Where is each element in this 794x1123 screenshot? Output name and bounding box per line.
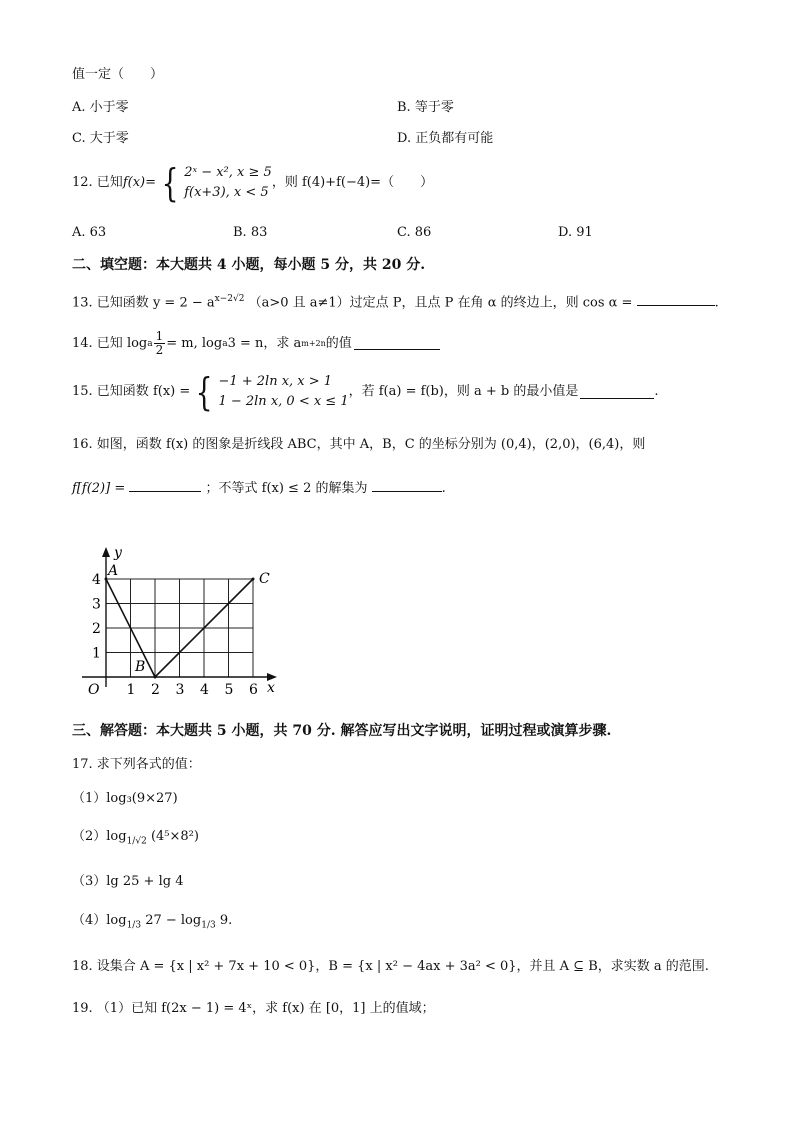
q17-part-4-base-1: 1/3 xyxy=(126,920,142,931)
q17-part-4-a: （4）log xyxy=(72,913,127,928)
x-tick-label: 3 xyxy=(175,682,185,698)
y-axis-arrow xyxy=(102,547,110,557)
q14-exponent: m+2n xyxy=(301,338,326,348)
x-tick-label: 2 xyxy=(151,682,160,698)
q15-piecewise xyxy=(190,372,348,412)
q17-part-4-base-2: 1/3 xyxy=(201,920,216,931)
q16-text-a: f[f(2)] = xyxy=(72,481,126,496)
q14-question xyxy=(72,330,440,357)
q12-option-b: B. 83 xyxy=(233,225,268,240)
point-label: C xyxy=(259,571,270,587)
q13-answer-blank[interactable] xyxy=(637,293,715,306)
q16-line-1: 16. 如图，函数 f(x) 的图象是折线段 ABC，其中 A，B，C 的坐标分别为 (0,4)，(2,0)，(6,4)，则 xyxy=(72,437,646,452)
point-label: B xyxy=(135,659,146,675)
q11-option-b: B. 等于零 xyxy=(397,100,454,115)
function-graph xyxy=(78,522,288,702)
q16-end: . xyxy=(441,481,446,496)
q14-base-2: a xyxy=(222,338,228,349)
q17-part-4-b: 27 − log xyxy=(145,913,202,928)
q15-brace: { xyxy=(195,370,213,414)
q15-answer-blank[interactable] xyxy=(580,386,654,399)
q17-part-2-b: (4⁵×8²) xyxy=(150,829,199,844)
q17-part-2 xyxy=(72,828,199,851)
q15-text-b: ，若 f(a) = f(b)，则 a + b 的最小值是 xyxy=(348,384,579,399)
q17-part-2-a: （2）log xyxy=(72,829,127,844)
q14-text-c: 3 = n，求 a xyxy=(227,335,302,351)
q15-case-1: −1 + 2ln x, x > 1 xyxy=(218,374,333,389)
q12-case-1: 2ˣ − x², x ≥ 5 xyxy=(184,165,272,180)
y-axis-label: y xyxy=(114,545,122,561)
q14-answer-blank[interactable] xyxy=(354,337,440,350)
q12-piecewise xyxy=(156,163,272,203)
q16-answer-blank-2[interactable] xyxy=(372,479,442,492)
q12-fx: f(x)= xyxy=(122,175,156,190)
point-label: A xyxy=(108,563,119,579)
q15-cases xyxy=(218,372,348,412)
y-tick-label: 4 xyxy=(92,572,101,588)
q15-question xyxy=(72,372,659,412)
q11-tail: 值一定（ ） xyxy=(72,67,164,82)
q17-part-3: （3）lg 25 + lg 4 xyxy=(72,874,184,889)
origin-label: O xyxy=(88,682,100,698)
q12-ask: ，则 f(4)+f(−4)=（ ） xyxy=(271,175,434,190)
x-tick-label: 1 xyxy=(126,682,136,698)
q11-option-d: D. 正负都有可能 xyxy=(397,131,494,146)
q12-option-a: A. 63 xyxy=(72,225,107,240)
q17-part-2-base: 1/√2 xyxy=(126,836,147,847)
q17-part-4-c: 9. xyxy=(219,913,233,928)
q17-part-1: （1）log₃(9×27) xyxy=(72,791,178,806)
graph-point xyxy=(154,676,157,679)
q11-option-c: C. 大于零 xyxy=(72,131,129,146)
q12-number: 12. 已知 xyxy=(72,175,123,190)
q13-text-a: 13. 已知函数 y = 2 − a xyxy=(72,295,215,311)
y-tick-label: 1 xyxy=(92,645,101,662)
q14-base-1: a xyxy=(147,338,153,349)
q16-text-b: ；不等式 f(x) ≤ 2 的解集为 xyxy=(205,481,368,496)
q13-question xyxy=(72,290,719,312)
y-tick-label: 2 xyxy=(92,621,101,637)
q12-brace: { xyxy=(161,161,179,205)
x-axis-label: x xyxy=(267,680,275,696)
q13-text-b: （a>0 且 a≠1）过定点 P，且点 P 在角 α 的终边上，则 cos α = xyxy=(248,295,633,311)
y-tick-label: 3 xyxy=(92,596,101,613)
q12-question xyxy=(72,163,433,203)
q11-option-a: A. 小于零 xyxy=(72,100,129,115)
q17-title: 17. 求下列各式的值： xyxy=(72,757,201,772)
q14-text-b: = m, log xyxy=(166,335,223,351)
q15-case-2: 1 − 2ln x, 0 < x ≤ 1 xyxy=(218,394,349,409)
section-2-heading: 二、填空题：本大题共 4 小题，每小题 5 分，共 20 分. xyxy=(72,257,426,273)
q19-question: 19. （1）已知 f(2x − 1) = 4ˣ，求 f(x) 在 [0，1] 上的值域； xyxy=(72,1001,435,1016)
q14-denominator: 2 xyxy=(155,343,164,357)
x-tick-label: 4 xyxy=(200,682,209,698)
x-tick-label: 5 xyxy=(224,682,234,698)
q15-end: . xyxy=(654,384,659,399)
q12-case-2: f(x+3), x < 5 xyxy=(184,185,269,200)
q13-exponent: x−2√2 xyxy=(214,294,245,304)
q17-part-4 xyxy=(72,912,232,935)
q14-fraction xyxy=(154,330,166,357)
q18-question: 18. 设集合 A = {x | x² + 7x + 10 < 0}，B = {x | x² − 4ax + 3a² < 0}，并且 A ⊆ B，求实数 a 的范围. xyxy=(72,959,709,974)
x-tick-label: 6 xyxy=(249,682,258,698)
q16-line-2 xyxy=(72,479,446,498)
q14-text-a: 14. 已知 log xyxy=(72,335,148,351)
q14-text-d: 的值 xyxy=(325,335,352,351)
q12-cases xyxy=(184,163,272,203)
q16-answer-blank-1[interactable] xyxy=(129,479,201,492)
q12-option-c: C. 86 xyxy=(397,225,432,240)
q12-option-d: D. 91 xyxy=(558,225,593,240)
q13-end: . xyxy=(714,295,719,311)
q14-numerator: 1 xyxy=(155,329,164,343)
q15-text-a: 15. 已知函数 f(x) = xyxy=(72,384,191,399)
graph-point xyxy=(252,578,255,581)
section-3-heading: 三、解答题：本大题共 5 小题，共 70 分. 解答应写出文字说明，证明过程或演算步骤. xyxy=(72,723,612,739)
